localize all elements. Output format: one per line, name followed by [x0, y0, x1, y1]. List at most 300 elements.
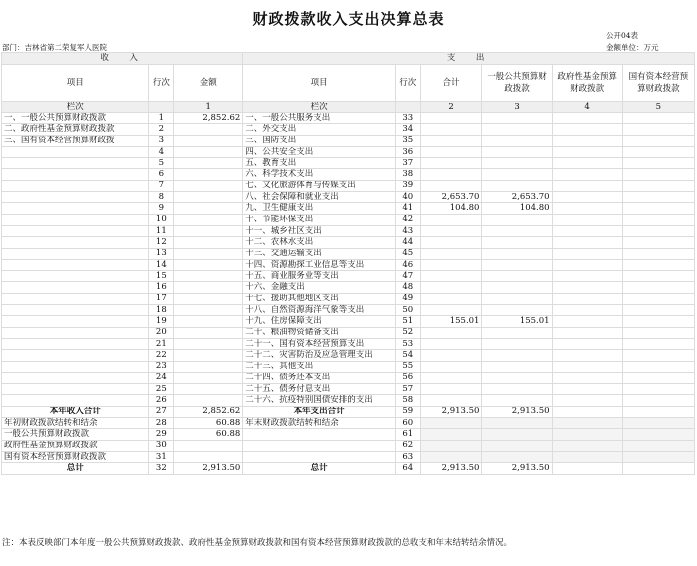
total-cell [420, 180, 482, 191]
income-line-cell: 2 [149, 124, 174, 135]
total-cell [420, 384, 482, 395]
income-line-cell: 11 [149, 225, 174, 236]
expense-line-cell: 54 [395, 350, 420, 361]
fund-budget-cell [552, 203, 622, 214]
income-item-cell [2, 203, 149, 214]
column-number: 3 [482, 102, 552, 113]
income-item-cell [2, 316, 149, 327]
expense-item-cell: 十、节能环保支出 [243, 214, 396, 225]
fund-budget-cell [552, 180, 622, 191]
income-amount-cell [174, 350, 243, 361]
state-capital-cell [622, 146, 694, 157]
table-row [2, 259, 695, 270]
income-line-cell: 9 [149, 203, 174, 214]
general-budget-cell [482, 214, 552, 225]
income-line-header: 行次 [149, 65, 174, 102]
total-cell [420, 293, 482, 304]
total-cell [420, 146, 482, 157]
table-row [2, 214, 695, 225]
income-item-cell [2, 384, 149, 395]
income-item-cell [2, 338, 149, 349]
expense-line-cell: 46 [395, 259, 420, 270]
expense-item-cell: 年末财政拨款结转和结余 [243, 418, 396, 429]
report-title: 财政拨款收入支出决算总表 [252, 10, 445, 28]
expense-item-cell: 三、国防支出 [243, 135, 396, 146]
total-cell [420, 248, 482, 259]
general-budget-cell [482, 169, 552, 180]
fund-budget-cell [552, 395, 622, 406]
fund-budget-cell [552, 225, 622, 236]
expense-line-cell: 41 [395, 203, 420, 214]
expense-item-cell: 二十五、债务付息支出 [243, 384, 396, 395]
fund-budget-cell [552, 192, 622, 203]
fund-budget-cell [552, 158, 622, 169]
column-number: 4 [552, 102, 622, 113]
expense-line-cell: 43 [395, 225, 420, 236]
income-amount-cell: 2,852.62 [174, 406, 243, 417]
fund-budget-cell [552, 418, 622, 429]
general-budget-cell [482, 158, 552, 169]
general-budget-cell [482, 327, 552, 338]
income-amount-cell [174, 259, 243, 270]
total-cell [420, 305, 482, 316]
income-amount-cell [174, 124, 243, 135]
fund-budget-cell [552, 259, 622, 270]
total-cell [420, 113, 482, 124]
income-item-cell [2, 293, 149, 304]
expense-line-cell: 51 [395, 316, 420, 327]
total-cell [420, 169, 482, 180]
state-capital-cell [622, 180, 694, 191]
expense-line-cell: 57 [395, 384, 420, 395]
general-budget-cell [482, 305, 552, 316]
income-item-header: 项目 [2, 65, 149, 102]
state-capital-cell [622, 327, 694, 338]
fund-budget-cell [552, 124, 622, 135]
general-budget-cell [482, 237, 552, 248]
table-row [2, 282, 695, 293]
expense-line-cell: 40 [395, 192, 420, 203]
fund-budget-cell [552, 440, 622, 451]
general-budget-cell: 2,653.70 [482, 192, 552, 203]
general-budget-cell [482, 361, 552, 372]
total-cell [420, 418, 482, 429]
expense-item-cell: 十三、交通运输支出 [243, 248, 396, 259]
state-capital-cell [622, 440, 694, 451]
state-capital-cell [622, 372, 694, 383]
income-item-cell [2, 248, 149, 259]
total-cell [420, 237, 482, 248]
expense-column-label: 栏次 [243, 102, 396, 113]
state-capital-cell [622, 282, 694, 293]
general-budget-cell [482, 418, 552, 429]
income-line-cell: 31 [149, 451, 174, 462]
table-row [2, 169, 695, 180]
expense-item-cell: 八、社会保障和就业支出 [243, 192, 396, 203]
expense-line-cell: 52 [395, 327, 420, 338]
fund-budget-cell [552, 406, 622, 417]
expense-line-cell: 61 [395, 429, 420, 440]
expense-item-cell: 二十二、灾害防治及应急管理支出 [243, 350, 396, 361]
expense-line-cell: 60 [395, 418, 420, 429]
expense-line-cell: 47 [395, 271, 420, 282]
income-amount-cell [174, 237, 243, 248]
state-capital-cell [622, 203, 694, 214]
income-amount-cell [174, 338, 243, 349]
state-capital-cell [622, 429, 694, 440]
general-budget-cell [482, 113, 552, 124]
state-capital-cell [622, 451, 694, 462]
income-amount-cell [174, 361, 243, 372]
fund-budget-cell [552, 282, 622, 293]
income-item-cell [2, 282, 149, 293]
fund-budget-cell [552, 248, 622, 259]
fund-budget-cell [552, 169, 622, 180]
table-row [2, 113, 695, 124]
expense-item-cell: 十七、援助其他地区支出 [243, 293, 396, 304]
table-row [2, 395, 695, 406]
income-item-cell [2, 214, 149, 225]
total-cell: 2,913.50 [420, 463, 482, 474]
fund-budget-cell [552, 384, 622, 395]
general-budget-cell [482, 451, 552, 462]
expense-item-cell: 九、卫生健康支出 [243, 203, 396, 214]
state-capital-cell [622, 305, 694, 316]
blank-cell [395, 102, 420, 113]
income-line-cell: 21 [149, 338, 174, 349]
income-amount-cell: 60.88 [174, 429, 243, 440]
income-amount-cell [174, 180, 243, 191]
income-item-cell [2, 169, 149, 180]
general-budget-cell [482, 225, 552, 236]
fund-budget-cell [552, 316, 622, 327]
table-row [2, 237, 695, 248]
income-amount-cell [174, 225, 243, 236]
general-budget-cell [482, 135, 552, 146]
income-amount-cell [174, 192, 243, 203]
general-budget-cell [482, 372, 552, 383]
income-amount-cell [174, 451, 243, 462]
income-amount-cell [174, 248, 243, 259]
expense-item-cell [243, 451, 396, 462]
state-capital-cell [622, 350, 694, 361]
income-item-cell [2, 271, 149, 282]
table-row [2, 305, 695, 316]
expense-line-cell: 64 [395, 463, 420, 474]
general-budget-cell [482, 271, 552, 282]
expense-item-cell: 十八、自然资源海洋气象等支出 [243, 305, 396, 316]
column-number: 1 [174, 102, 243, 113]
expense-line-cell: 44 [395, 237, 420, 248]
expense-item-cell: 六、科学技术支出 [243, 169, 396, 180]
fund-budget-cell [552, 429, 622, 440]
income-amount-cell [174, 214, 243, 225]
state-capital-cell [622, 418, 694, 429]
table-row [2, 327, 695, 338]
income-item-cell [2, 192, 149, 203]
expense-line-cell: 38 [395, 169, 420, 180]
state-capital-cell [622, 192, 694, 203]
income-amount-cell: 2,852.62 [174, 113, 243, 124]
income-item-cell: 总计 [2, 463, 149, 474]
income-line-cell: 4 [149, 146, 174, 157]
table-row [2, 316, 695, 327]
total-cell: 155.01 [420, 316, 482, 327]
income-item-cell [2, 180, 149, 191]
income-amount-cell [174, 158, 243, 169]
fund-budget-header: 政府性基金预算财政拨款 [552, 65, 622, 102]
total-cell [420, 225, 482, 236]
fund-budget-cell [552, 135, 622, 146]
state-capital-cell [622, 113, 694, 124]
table-row [2, 384, 695, 395]
expense-item-cell: 十四、资源勘探工业信息等支出 [243, 259, 396, 270]
column-number: 5 [622, 102, 694, 113]
general-budget-cell [482, 350, 552, 361]
column-header-row [2, 65, 695, 102]
income-amount-cell [174, 146, 243, 157]
state-capital-cell [622, 259, 694, 270]
total-cell [420, 429, 482, 440]
income-amount-cell [174, 293, 243, 304]
income-line-cell: 3 [149, 135, 174, 146]
income-line-cell: 8 [149, 192, 174, 203]
expense-item-cell: 二十一、国有资本经营预算支出 [243, 338, 396, 349]
expense-item-cell: 二、外交支出 [243, 124, 396, 135]
expense-line-cell: 39 [395, 180, 420, 191]
expense-line-cell: 42 [395, 214, 420, 225]
general-budget-cell [482, 395, 552, 406]
total-cell [420, 350, 482, 361]
table-row [2, 203, 695, 214]
total-cell [420, 135, 482, 146]
total-cell: 2,913.50 [420, 406, 482, 417]
expense-line-cell: 58 [395, 395, 420, 406]
income-amount-cell [174, 384, 243, 395]
income-line-cell: 6 [149, 169, 174, 180]
income-line-cell: 32 [149, 463, 174, 474]
expense-item-cell: 五、教育支出 [243, 158, 396, 169]
general-budget-cell: 155.01 [482, 316, 552, 327]
income-line-cell: 27 [149, 406, 174, 417]
income-amount-cell [174, 135, 243, 146]
expense-item-cell: 十九、住房保障支出 [243, 316, 396, 327]
general-budget-cell [482, 248, 552, 259]
expense-item-cell: 总计 [243, 463, 396, 474]
expense-item-cell [243, 429, 396, 440]
expense-item-cell: 二十四、债务还本支出 [243, 372, 396, 383]
state-capital-cell [622, 463, 694, 474]
total-cell [420, 259, 482, 270]
total-cell [420, 361, 482, 372]
expense-line-cell: 48 [395, 282, 420, 293]
expense-item-cell: 二十六、抗疫特别国债安排的支出 [243, 395, 396, 406]
expense-line-cell: 59 [395, 406, 420, 417]
fund-budget-cell [552, 293, 622, 304]
expense-section-header: 支 出 [243, 53, 695, 65]
table-row [2, 146, 695, 157]
income-line-cell: 13 [149, 248, 174, 259]
state-capital-cell [622, 384, 694, 395]
expense-line-cell: 56 [395, 372, 420, 383]
state-capital-header: 国有资本经营预算财政拨款 [622, 65, 694, 102]
expense-line-cell: 50 [395, 305, 420, 316]
fund-budget-cell [552, 146, 622, 157]
income-line-cell: 19 [149, 316, 174, 327]
income-item-cell [2, 237, 149, 248]
total-cell [420, 124, 482, 135]
income-item-cell [2, 361, 149, 372]
state-capital-cell [622, 158, 694, 169]
table-row [2, 192, 695, 203]
income-item-cell: 一般公共预算财政拨款 [2, 429, 149, 440]
fund-budget-cell [552, 350, 622, 361]
column-number-row [2, 102, 695, 113]
table-row [2, 429, 695, 440]
income-item-cell [2, 225, 149, 236]
income-item-cell: 年初财政拨款结转和结余 [2, 418, 149, 429]
expense-line-cell: 45 [395, 248, 420, 259]
expense-item-cell: 二十、粮油物资储备支出 [243, 327, 396, 338]
total-cell [420, 282, 482, 293]
income-section-header: 收 入 [2, 53, 243, 65]
income-line-cell: 10 [149, 214, 174, 225]
income-amount-cell [174, 327, 243, 338]
expense-item-header: 项目 [243, 65, 396, 102]
expense-item-cell: 一、一般公共服务支出 [243, 113, 396, 124]
income-line-cell: 17 [149, 293, 174, 304]
general-budget-cell: 2,913.50 [482, 406, 552, 417]
income-line-cell: 1 [149, 113, 174, 124]
table-row [2, 451, 695, 462]
expense-item-cell [243, 440, 396, 451]
income-item-cell [2, 372, 149, 383]
expense-line-cell: 37 [395, 158, 420, 169]
income-line-cell: 18 [149, 305, 174, 316]
income-amount-cell [174, 372, 243, 383]
income-line-cell: 5 [149, 158, 174, 169]
expense-line-cell: 49 [395, 293, 420, 304]
income-line-cell: 12 [149, 237, 174, 248]
table-row [2, 135, 695, 146]
expense-line-cell: 34 [395, 124, 420, 135]
income-item-cell: 一、一般公共预算财政拨款 [2, 113, 149, 124]
income-line-cell: 7 [149, 180, 174, 191]
income-item-cell: 本年收入合计 [2, 406, 149, 417]
income-amount-cell [174, 169, 243, 180]
expense-line-header: 行次 [395, 65, 420, 102]
state-capital-cell [622, 225, 694, 236]
expense-item-cell: 二十三、其他支出 [243, 361, 396, 372]
income-amount-cell [174, 316, 243, 327]
general-budget-cell [482, 259, 552, 270]
table-row [2, 158, 695, 169]
total-cell [420, 338, 482, 349]
income-line-cell: 23 [149, 361, 174, 372]
income-line-cell: 15 [149, 271, 174, 282]
income-column-label: 栏次 [2, 102, 149, 113]
income-amount-cell [174, 271, 243, 282]
state-capital-cell [622, 124, 694, 135]
budget-table [1, 52, 695, 475]
income-line-cell: 20 [149, 327, 174, 338]
table-row [2, 248, 695, 259]
expense-item-cell: 本年支出合计 [243, 406, 396, 417]
general-budget-header: 一般公共预算财政拨款 [482, 65, 552, 102]
general-budget-cell: 2,913.50 [482, 463, 552, 474]
income-amount-cell [174, 282, 243, 293]
income-line-cell: 16 [149, 282, 174, 293]
general-budget-cell [482, 429, 552, 440]
income-amount-header: 金额 [174, 65, 243, 102]
income-line-cell: 14 [149, 259, 174, 270]
total-cell [420, 440, 482, 451]
income-amount-cell: 2,913.50 [174, 463, 243, 474]
income-line-cell: 29 [149, 429, 174, 440]
income-amount-cell: 60.88 [174, 418, 243, 429]
expense-line-cell: 55 [395, 361, 420, 372]
fund-budget-cell [552, 214, 622, 225]
table-row [2, 271, 695, 282]
table-row [2, 350, 695, 361]
income-line-cell: 25 [149, 384, 174, 395]
fund-budget-cell [552, 451, 622, 462]
footnote: 注：本表反映部门本年度一般公共预算财政拨款、政府性基金预算财政拨款和国有资本经营预算财政拨款的总收支和年末结转结余情况。 [2, 538, 513, 548]
table-row [2, 361, 695, 372]
income-item-cell [2, 146, 149, 157]
state-capital-cell [622, 293, 694, 304]
expense-item-cell: 十五、商业服务业等支出 [243, 271, 396, 282]
table-row [2, 440, 695, 451]
table-row [2, 372, 695, 383]
column-number: 2 [420, 102, 482, 113]
table-row [2, 418, 695, 429]
expense-item-cell: 十六、金融支出 [243, 282, 396, 293]
state-capital-cell [622, 214, 694, 225]
income-item-cell: 二、政府性基金预算财政拨款 [2, 124, 149, 135]
income-item-cell [2, 305, 149, 316]
fund-budget-cell [552, 327, 622, 338]
income-line-cell: 24 [149, 372, 174, 383]
state-capital-cell [622, 237, 694, 248]
fund-budget-cell [552, 361, 622, 372]
table-row [2, 338, 695, 349]
income-item-cell: 政府性基金预算财政拨款 [2, 440, 149, 451]
income-item-cell [2, 327, 149, 338]
income-line-cell: 28 [149, 418, 174, 429]
income-item-cell [2, 350, 149, 361]
income-item-cell [2, 259, 149, 270]
income-item-cell [2, 158, 149, 169]
state-capital-cell [622, 338, 694, 349]
income-item-cell [2, 395, 149, 406]
general-budget-cell: 104.80 [482, 203, 552, 214]
general-budget-cell [482, 124, 552, 135]
expense-item-cell: 十二、农林水支出 [243, 237, 396, 248]
income-item-cell: 三、国有资本经营预算财政拨 [2, 135, 149, 146]
expense-item-cell: 七、文化旅游体育与传媒支出 [243, 180, 396, 191]
fund-budget-cell [552, 372, 622, 383]
unit-label: 金额单位：万元 [606, 43, 659, 52]
general-budget-cell [482, 180, 552, 191]
income-item-cell: 国有资本经营预算财政拨款 [2, 451, 149, 462]
expense-line-cell: 35 [395, 135, 420, 146]
table-row [2, 225, 695, 236]
expense-line-cell: 33 [395, 113, 420, 124]
expense-line-cell: 62 [395, 440, 420, 451]
total-cell: 2,653.70 [420, 192, 482, 203]
total-cell [420, 395, 482, 406]
